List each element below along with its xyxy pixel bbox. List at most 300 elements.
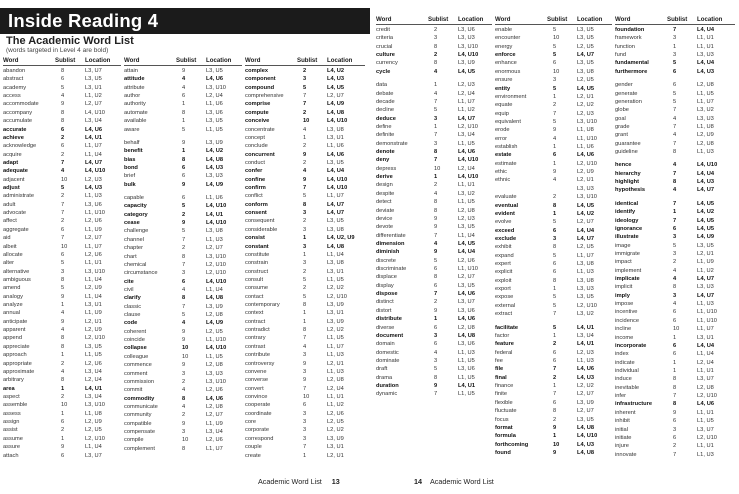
sublist-number: 6 — [182, 93, 186, 100]
word-row — [615, 258, 735, 266]
word-text: identify — [615, 209, 636, 216]
sublist-number: 6 — [553, 358, 557, 364]
word-row — [495, 118, 612, 126]
word-text: confine — [245, 176, 266, 183]
location-code: L2, U5 — [577, 77, 594, 84]
sublist-number: 4 — [434, 90, 438, 97]
word-text: civil — [124, 286, 134, 293]
sublist-number: 1 — [303, 452, 307, 459]
word-text: eventual — [495, 202, 519, 209]
word-text: distinct — [376, 299, 394, 306]
word-text: inhibit — [615, 418, 630, 425]
sublist-number: 2 — [61, 218, 65, 225]
sublist-number: 4 — [673, 187, 677, 194]
location-code: L4, U4 — [577, 227, 595, 234]
word-row — [615, 123, 735, 131]
sublist-number: 8 — [182, 109, 186, 116]
location-code: L2, U7 — [85, 101, 102, 108]
word-text: forthcoming — [495, 441, 529, 448]
header-location: Location — [458, 16, 484, 23]
word-text: enable — [495, 26, 513, 33]
book-title: Inside Reading 4 — [8, 10, 159, 31]
word-text: factor — [495, 332, 510, 339]
word-row — [245, 201, 365, 209]
word-text: albeit — [3, 243, 17, 250]
word-text: detect — [376, 199, 392, 206]
word-row — [3, 376, 121, 384]
word-text: displace — [376, 274, 397, 281]
word-row — [3, 385, 121, 393]
word-row — [376, 282, 492, 290]
word-text: circumstance — [124, 270, 158, 277]
sublist-number: 6 — [673, 225, 677, 232]
word-text: available — [124, 118, 147, 125]
word-text: conduct — [245, 159, 265, 166]
sublist-number: 3 — [673, 52, 677, 59]
word-row — [124, 261, 242, 269]
sublist-number: 4 — [61, 368, 65, 375]
sublist-number: 3 — [434, 115, 438, 122]
sublist-number: 3 — [182, 429, 186, 436]
word-row — [495, 51, 612, 59]
word-text: income — [615, 334, 634, 341]
location-code: L3, U9 — [458, 60, 475, 67]
location-code: L2, U1 — [697, 250, 714, 257]
word-text: adapt — [3, 159, 19, 166]
location-code: L3, U9 — [206, 303, 223, 310]
word-row — [376, 349, 492, 357]
sublist-number: 7 — [434, 132, 438, 139]
sublist-number: 7 — [303, 335, 307, 342]
word-text: channel — [124, 236, 144, 243]
word-row — [376, 273, 492, 281]
sublist-number: 6 — [61, 76, 65, 83]
sublist-number: 7 — [434, 391, 438, 398]
sublist-number: 9 — [182, 328, 186, 335]
word-row — [495, 252, 612, 260]
word-row — [245, 176, 365, 184]
sublist-number: 9 — [434, 307, 438, 314]
location-code: L3, U6 — [458, 366, 475, 373]
word-row — [3, 126, 121, 134]
sublist-number: 6 — [553, 261, 557, 268]
sublist-number: 6 — [182, 164, 186, 171]
word-text: debate — [376, 90, 394, 97]
word-row — [615, 178, 735, 186]
sublist-number: 10 — [182, 345, 189, 352]
location-code: L3, U1 — [327, 134, 344, 141]
sublist-number: 5 — [553, 43, 557, 50]
footer-right — [414, 477, 494, 486]
word-text: differentiate — [376, 232, 406, 239]
word-column-4 — [376, 16, 492, 399]
word-row — [615, 417, 735, 425]
word-row — [124, 202, 242, 210]
word-row — [495, 277, 612, 285]
location-code: L4, U4 — [458, 249, 476, 256]
word-text: federal — [495, 349, 513, 356]
sublist-number: 3 — [673, 35, 677, 42]
header-location: Location — [577, 16, 603, 23]
sublist-number: 8 — [182, 156, 186, 163]
sublist-number: 9 — [182, 67, 186, 74]
word-row — [3, 134, 121, 142]
location-code: L4, U7 — [697, 187, 715, 194]
location-code: L3, U7 — [85, 452, 102, 459]
sublist-number: 5 — [553, 252, 557, 259]
sublist-number: 1 — [303, 318, 307, 325]
word-text: diminish — [376, 249, 400, 256]
word-row — [495, 68, 612, 76]
word-text: conform — [245, 201, 268, 208]
word-text: analyze — [3, 302, 23, 309]
sublist-number: 7 — [182, 261, 186, 268]
word-row — [245, 117, 365, 125]
word-text: estimate — [495, 160, 517, 167]
word-row — [495, 310, 612, 318]
word-text: extract — [495, 311, 513, 318]
sublist-number: 2 — [182, 378, 186, 385]
sublist-number: 1 — [61, 302, 65, 309]
word-text: enforce — [495, 52, 516, 59]
word-text: appreciate — [3, 343, 30, 350]
sublist-number: 1 — [553, 332, 557, 339]
word-row — [3, 176, 121, 184]
word-row — [245, 318, 365, 326]
header-word: Word — [3, 57, 19, 64]
location-code: L4, U1 — [85, 385, 103, 392]
sublist-number: 8 — [673, 376, 677, 383]
location-code: L3, U5 — [577, 26, 594, 33]
word-row — [615, 283, 735, 291]
sublist-number: 10 — [673, 326, 680, 333]
word-row — [245, 75, 365, 83]
sublist-number: 2 — [303, 143, 307, 150]
word-row — [3, 226, 121, 234]
sublist-number: 4 — [673, 115, 677, 122]
word-text: exhibit — [495, 244, 512, 251]
location-code: L1, U4 — [85, 293, 102, 300]
word-text: establish — [495, 144, 518, 151]
location-code: L2, U8 — [697, 82, 714, 89]
location-code: L2, U4 — [458, 90, 475, 97]
location-code: L3, U3 — [697, 284, 714, 291]
word-row — [615, 292, 735, 300]
sublist-number: 8 — [182, 253, 186, 260]
sublist-number: 4 — [61, 93, 65, 100]
sublist-number: 9 — [182, 420, 186, 427]
word-row — [495, 399, 612, 407]
location-code: L3, U5 — [577, 35, 594, 42]
sublist-number: 1 — [553, 160, 557, 167]
location-code: L3, U8 — [327, 260, 344, 267]
location-code: L2, U10 — [458, 123, 478, 130]
header-sublist: Sublist — [55, 57, 76, 64]
sublist-number: 9 — [182, 139, 186, 146]
word-row — [376, 98, 492, 106]
location-code: L4, U9 — [327, 101, 345, 108]
word-text: component — [245, 76, 276, 83]
word-text: considerable — [245, 226, 278, 233]
sublist-number: 4 — [434, 190, 438, 197]
word-text: guideline — [615, 149, 638, 156]
location-code: L3, U9 — [327, 318, 344, 325]
word-text: annual — [3, 310, 21, 317]
word-row — [245, 159, 365, 167]
sublist-number: 3 — [434, 332, 438, 339]
word-text: erode — [495, 127, 510, 134]
word-row — [3, 309, 121, 317]
word-row — [495, 135, 612, 143]
sublist-number: 8 — [61, 67, 65, 74]
word-row — [124, 147, 242, 155]
sublist-number: 9 — [434, 249, 438, 256]
sublist-number: 3 — [553, 235, 557, 242]
word-row — [615, 233, 735, 241]
word-column-5 — [495, 16, 612, 457]
word-text: attain — [124, 67, 138, 74]
word-row — [124, 361, 242, 369]
location-code: L4, U10 — [327, 185, 348, 192]
word-text: category — [124, 211, 148, 218]
word-row — [245, 268, 365, 276]
location-code: L2, U7 — [206, 245, 223, 252]
word-text: area — [3, 385, 15, 392]
sublist-number: 7 — [553, 110, 557, 117]
word-text: encounter — [495, 35, 521, 42]
word-text: discriminate — [376, 266, 407, 273]
sublist-number: 10 — [553, 35, 560, 42]
sublist-number: 2 — [434, 52, 438, 59]
word-row — [495, 93, 612, 101]
word-row — [615, 43, 735, 51]
sublist-number: 8 — [673, 384, 677, 391]
word-text: assess — [3, 410, 21, 417]
location-code: L4, U8 — [577, 449, 595, 456]
word-text: decade — [376, 98, 395, 105]
location-code: L1, U2 — [85, 93, 102, 100]
location-code: L1, U1 — [327, 394, 344, 400]
word-text: devote — [376, 224, 394, 231]
sublist-number: 7 — [61, 235, 65, 242]
location-code: L4, U6 — [697, 401, 715, 408]
location-code: L2, U9 — [85, 285, 102, 292]
word-row — [615, 106, 735, 114]
word-text: confer — [245, 168, 263, 175]
location-code: L3, U1 — [85, 302, 102, 309]
word-row — [376, 43, 492, 51]
word-row — [245, 418, 365, 426]
sublist-number: 6 — [61, 419, 65, 426]
word-text: assume — [3, 435, 23, 442]
word-text: comment — [124, 370, 148, 377]
sublist-number: 6 — [673, 309, 677, 316]
word-row — [615, 131, 735, 139]
word-row — [3, 318, 121, 326]
word-text: device — [376, 215, 393, 222]
location-code: L1, U7 — [697, 98, 714, 105]
word-text: bias — [124, 156, 136, 163]
sublist-number: 5 — [673, 98, 677, 105]
word-row — [3, 334, 121, 342]
word-row — [615, 300, 735, 308]
sublist-number: 5 — [553, 118, 557, 125]
word-row — [376, 81, 492, 89]
location-code: L4, U7 — [327, 201, 345, 208]
location-code: L3, U8 — [327, 226, 344, 233]
word-row — [615, 267, 735, 275]
sublist-number: 8 — [434, 149, 438, 156]
word-row — [3, 452, 121, 460]
word-row — [245, 293, 365, 301]
location-code: L4, U6 — [206, 76, 224, 83]
word-text: error — [495, 135, 508, 142]
sublist-number: 7 — [303, 385, 307, 392]
word-row — [124, 156, 242, 164]
sublist-number: 8 — [673, 179, 677, 186]
sublist-number: 1 — [303, 235, 307, 242]
word-row — [245, 259, 365, 267]
sublist-number: 1 — [182, 118, 186, 125]
word-row — [376, 106, 492, 114]
word-row — [245, 376, 365, 384]
sublist-number: 2 — [303, 67, 307, 74]
word-text: assign — [3, 419, 20, 426]
sublist-number: 1 — [434, 316, 438, 323]
word-row — [245, 276, 365, 284]
word-text: finance — [495, 383, 514, 390]
location-code: L4, U2, U9 — [327, 235, 355, 242]
sublist-number: 9 — [434, 383, 438, 390]
sublist-number: 10 — [182, 353, 189, 360]
sublist-number: 1 — [182, 148, 186, 155]
sublist-number: 10 — [303, 118, 310, 125]
sublist-number: 2 — [553, 194, 557, 201]
word-text: conceive — [245, 118, 270, 125]
word-text: appropriate — [3, 360, 32, 367]
word-row — [495, 390, 612, 398]
location-code: L4, U4 — [697, 170, 715, 177]
word-row — [615, 148, 735, 156]
sublist-number: 8 — [434, 374, 438, 381]
word-row — [245, 360, 365, 368]
sublist-number: 1 — [553, 286, 557, 293]
word-row — [615, 384, 735, 392]
sublist-number: 6 — [553, 399, 557, 406]
location-code: L3, U2 — [697, 107, 714, 114]
word-text: inherent — [615, 409, 636, 416]
word-row — [245, 443, 365, 451]
word-text: goal — [615, 115, 626, 122]
location-code: L4, U3 — [85, 185, 103, 192]
word-row — [495, 168, 612, 176]
sublist-number: 2 — [553, 341, 557, 348]
sublist-number: 6 — [673, 342, 677, 349]
location-code: L3, U1 — [697, 334, 714, 341]
word-row — [495, 285, 612, 293]
word-row — [124, 286, 242, 294]
sublist-number: 1 — [61, 435, 65, 442]
word-row — [3, 201, 121, 209]
sublist-number: 8 — [673, 401, 677, 408]
word-row — [615, 225, 735, 233]
sublist-number: 7 — [673, 123, 677, 130]
location-code: L4, U1 — [577, 341, 595, 348]
location-code: L3, U2 — [458, 190, 475, 197]
word-text: accommodate — [3, 101, 39, 108]
location-code: L3, U5 — [577, 60, 594, 67]
sublist-number: 3 — [434, 140, 438, 147]
location-code: L2, U8 — [458, 207, 475, 214]
location-code: L3, U5 — [458, 224, 475, 231]
word-text: allocate — [3, 251, 23, 258]
location-code: L4, U3 — [206, 164, 224, 171]
word-row — [615, 342, 735, 350]
word-text: initiate — [615, 434, 632, 441]
word-text: arbitrary — [3, 377, 24, 384]
location-code: L3, U9 — [206, 139, 223, 146]
word-row — [245, 184, 365, 192]
word-row — [3, 67, 121, 75]
word-text: implicate — [615, 276, 640, 283]
location-code: L3, U1 — [327, 444, 344, 451]
location-code: L4, U4 — [697, 342, 715, 349]
location-code: L4, U4 — [697, 60, 715, 67]
word-row — [615, 68, 735, 76]
word-row — [245, 435, 365, 443]
location-code: L4, U10 — [206, 278, 227, 285]
location-code: L1, U5 — [697, 418, 714, 425]
location-code: L1, U5 — [458, 199, 475, 206]
word-text: enhance — [495, 60, 517, 67]
location-code: L2, U10 — [697, 393, 717, 400]
word-row — [615, 26, 735, 34]
word-text: found — [495, 449, 511, 456]
word-text: compile — [124, 437, 144, 444]
word-text: credit — [376, 26, 390, 33]
sublist-number: 7 — [673, 200, 677, 207]
location-code: L4, U6 — [577, 366, 595, 373]
word-text: focus — [495, 416, 509, 423]
word-text: create — [245, 452, 261, 459]
word-text: generation — [615, 98, 642, 105]
location-code: L1, U5 — [206, 126, 223, 133]
word-text: infer — [615, 393, 627, 400]
sublist-number: 3 — [673, 292, 677, 299]
word-text: framework — [615, 35, 642, 42]
word-row — [245, 301, 365, 309]
sublist-number: 7 — [182, 303, 186, 310]
word-row — [3, 84, 121, 92]
sublist-number: 2 — [553, 416, 557, 423]
word-text: incidence — [615, 317, 640, 324]
sublist-number: 4 — [434, 240, 438, 247]
word-text: contemporary — [245, 302, 280, 309]
word-text: incorporate — [615, 342, 647, 349]
sublist-number: 9 — [553, 449, 557, 456]
word-text: constant — [245, 243, 269, 250]
word-text: affect — [3, 218, 17, 225]
word-text: coincide — [124, 337, 145, 344]
word-text: chemical — [124, 261, 147, 268]
sublist-number: 8 — [61, 118, 65, 125]
word-row — [376, 59, 492, 67]
word-text: commission — [124, 378, 155, 385]
word-row — [124, 84, 242, 92]
sublist-number: 9 — [434, 224, 438, 231]
word-row — [615, 442, 735, 450]
location-code: L4, U7 — [458, 115, 476, 122]
